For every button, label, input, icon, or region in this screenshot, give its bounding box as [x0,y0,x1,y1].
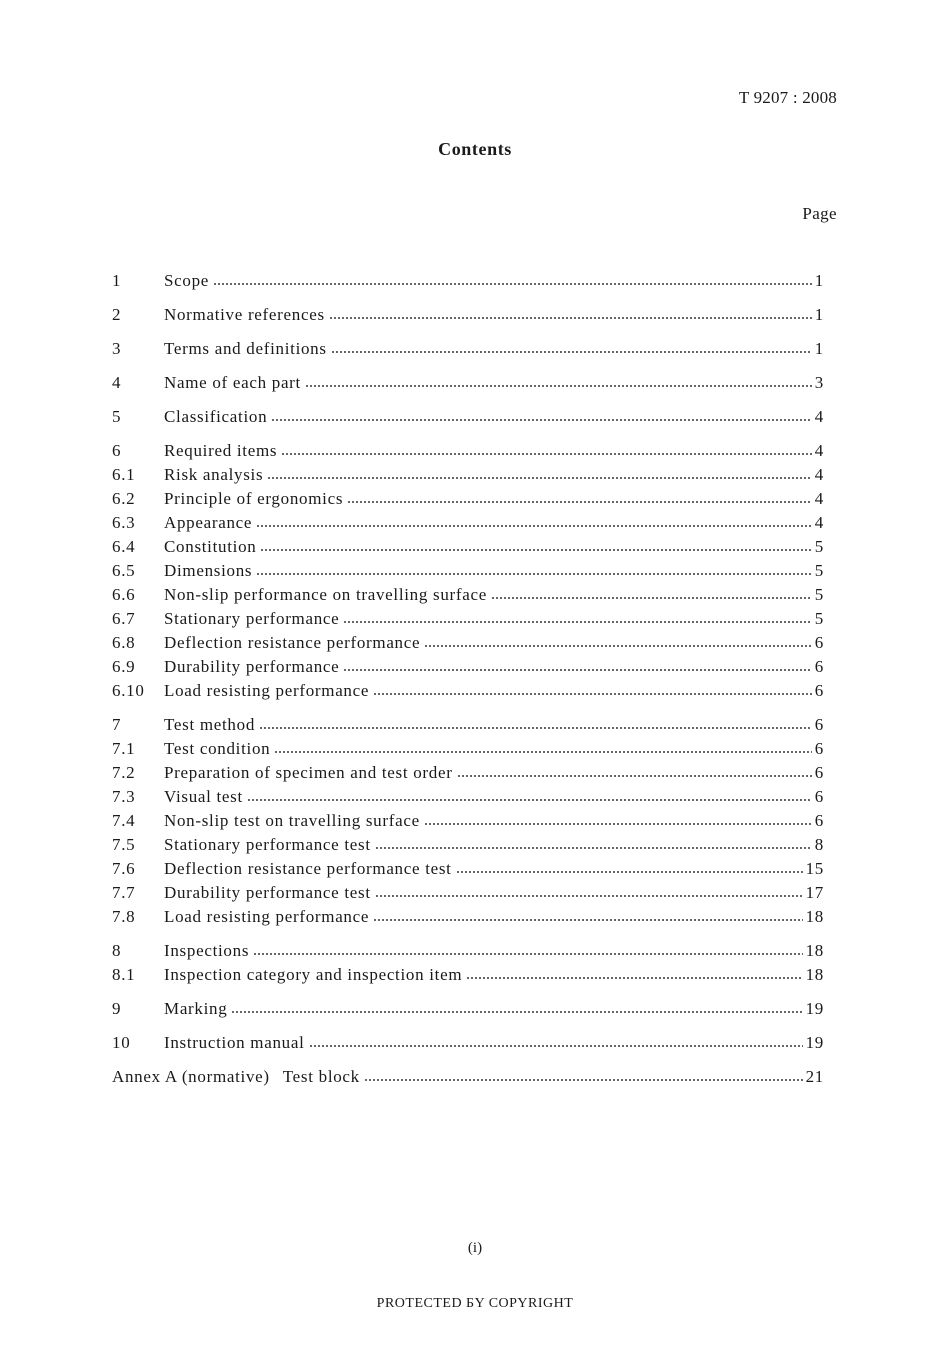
toc-entry[interactable] [112,831,824,855]
toc-entry-page: 4 [814,441,824,460]
dot-leader [231,1011,802,1013]
toc-entry[interactable] [112,369,824,393]
toc-entry[interactable] [112,879,824,903]
toc-entry-page: 3 [814,373,824,392]
toc-entry-page: 4 [814,465,824,484]
dot-leader [271,419,812,421]
toc-entry-title: Normative references [164,305,325,324]
toc-entry-title: Risk analysis [164,465,264,484]
toc-entry[interactable] [112,759,824,783]
toc-entry-number: 7.4 [112,811,136,830]
toc-entry-title: Preparation of specimen and test order [164,763,453,782]
dot-leader [456,871,803,873]
toc-entry-page: 1 [814,339,824,358]
dot-leader [375,895,803,897]
dot-leader [375,847,812,849]
toc-entry-number: 6.9 [112,657,136,676]
toc-entry-title: Deflection resistance performance [164,633,421,652]
toc-entry-page: 6 [814,681,824,700]
toc-entry-title: Test condition [164,739,271,758]
toc-entry-number: 7.6 [112,859,136,878]
toc-entry-title: Name of each part [164,373,301,392]
toc-entry-page: 5 [814,585,824,604]
dot-leader [331,351,812,353]
toc-entry-title: Scope [164,271,210,290]
dot-leader [267,477,812,479]
toc-entry-title: Stationary performance [164,609,340,628]
toc-entry-page: 6 [814,739,824,758]
dot-leader [424,823,812,825]
toc-entry-number: 4 [112,373,122,392]
dot-leader [309,1045,803,1047]
toc-entry-page: 6 [814,715,824,734]
toc-entry[interactable] [112,301,824,325]
toc-entry-number: 7.5 [112,835,136,854]
toc-entry-number: 6.10 [112,681,145,700]
toc-entry[interactable] [112,509,824,533]
toc-entry-page: 5 [814,561,824,580]
toc-entry-title: Load resisting performance [164,907,370,926]
toc-entry-title: Classification [164,407,268,426]
toc-entry-title: Principle of ergonomics [164,489,344,508]
toc-entry[interactable] [112,677,824,701]
toc-entry[interactable] [112,581,824,605]
contents-title: Contents [438,139,512,159]
table-of-contents [112,267,824,1087]
annex-label: Annex A (normative) [112,1067,270,1086]
dot-leader [305,385,812,387]
toc-entry-page: 6 [814,811,824,830]
toc-entry-title: Deflection resistance performance test [164,859,452,878]
toc-entry-page: 4 [814,407,824,426]
dot-leader [213,283,812,285]
toc-entry-page: 6 [814,633,824,652]
toc-entry[interactable] [112,711,824,735]
toc-entry-title: Stationary performance test [164,835,371,854]
dot-leader [274,751,811,753]
toc-entry[interactable] [112,605,824,629]
toc-entry-title: Durability performance test [164,883,371,902]
toc-entry[interactable] [112,1029,824,1053]
toc-entry-title: Dimensions [164,561,253,580]
toc-entry-number: 5 [112,407,122,426]
toc-entry-number: 7.1 [112,739,136,758]
toc-entry-title: Constitution [164,537,257,556]
dot-leader [491,597,812,599]
toc-entry-page: 1 [814,271,824,290]
toc-entry-title: Visual test [164,787,243,806]
dot-leader [343,621,811,623]
toc-entry-number: 7.2 [112,763,136,782]
toc-entry-page: 1 [814,305,824,324]
toc-entry-number: 6.6 [112,585,136,604]
toc-entry[interactable] [112,629,824,653]
toc-entry[interactable] [112,735,824,759]
page-number: (i) [467,1240,483,1256]
toc-entry-title: Terms and definitions [164,339,327,358]
dot-leader [259,727,812,729]
toc-entry-number: 6.5 [112,561,136,580]
toc-entry-number: 7.8 [112,907,136,926]
toc-entry-page: 6 [814,787,824,806]
toc-entry-page: 5 [814,537,824,556]
toc-entry[interactable] [112,335,824,359]
dot-leader [281,453,812,455]
toc-entry-title: Non-slip performance on travelling surface [164,585,488,604]
toc-entry-number: 7.3 [112,787,136,806]
toc-entry[interactable] [112,557,824,581]
dot-leader [256,525,812,527]
dot-leader [373,693,812,695]
toc-entry-title: Inspection category and inspection item [164,965,463,984]
toc-entry[interactable] [112,903,824,927]
dot-leader [373,919,802,921]
toc-entry[interactable] [112,437,824,461]
toc-entry-number: 2 [112,305,122,324]
toc-entry-page: 19 [805,1033,824,1052]
toc-entry-number: 9 [112,999,122,1018]
toc-entry-page: 5 [814,609,824,628]
toc-entry[interactable] [112,267,824,291]
toc-entry-title: Load resisting performance [164,681,370,700]
toc-entry-number: 3 [112,339,122,358]
toc-entry-page: 6 [814,763,824,782]
dot-leader [466,977,802,979]
toc-entry-title: Appearance [164,513,253,532]
toc-entry-number: 6.7 [112,609,136,628]
toc-entry-number: 1 [112,271,122,290]
toc-entry-title: Test method [164,715,256,734]
toc-entry-page: 15 [805,859,824,878]
dot-leader [347,501,812,503]
dot-leader [424,645,812,647]
toc-entry[interactable] [112,961,824,985]
dot-leader [329,317,812,319]
toc-entry-number: 8 [112,941,122,960]
toc-entry-number: 10 [112,1033,131,1052]
toc-annex-entry[interactable] [112,1063,824,1087]
annex-page: 21 [805,1067,824,1086]
toc-entry-title: Non-slip test on travelling surface [164,811,420,830]
copyright-notice: PROTECTED БY COPYRIGHT [376,1296,574,1311]
toc-entry-number: 6.4 [112,537,136,556]
toc-entry-number: 8.1 [112,965,136,984]
toc-entry[interactable] [112,533,824,557]
toc-entry-page: 17 [805,883,824,902]
toc-entry-page: 4 [814,489,824,508]
toc-entry-title: Instruction manual [164,1033,305,1052]
dot-leader [260,549,811,551]
toc-entry-page: 18 [805,941,824,960]
toc-entry-page: 6 [814,657,824,676]
dot-leader [364,1079,803,1081]
toc-entry[interactable] [112,783,824,807]
dot-leader [253,953,802,955]
toc-entry-page: 18 [805,965,824,984]
dot-leader [457,775,812,777]
toc-entry-number: 6.2 [112,489,136,508]
toc-entry-number: 7.7 [112,883,136,902]
toc-entry-page: 19 [805,999,824,1018]
toc-entry-number: 6.3 [112,513,136,532]
toc-entry-title: Inspections [164,941,250,960]
toc-entry[interactable] [112,653,824,677]
toc-entry-title: Marking [164,999,228,1018]
toc-entry[interactable] [112,403,824,427]
toc-entry[interactable] [112,807,824,831]
dot-leader [256,573,812,575]
toc-entry[interactable] [112,461,824,485]
dot-leader [247,799,812,801]
annex-title: Test block [282,1067,360,1086]
standard-id: T 9207 : 2008 [738,88,837,107]
toc-entry[interactable] [112,855,824,879]
toc-entry-page: 8 [814,835,824,854]
toc-entry-page: 4 [814,513,824,532]
toc-entry[interactable] [112,937,824,961]
toc-entry-title: Durability performance [164,657,340,676]
toc-entry[interactable] [112,485,824,509]
page-column-label: Page [802,204,837,223]
toc-entry-number: 6 [112,441,122,460]
toc-entry-page: 18 [805,907,824,926]
toc-entry-number: 6.1 [112,465,136,484]
toc-entry-title: Required items [164,441,278,460]
toc-entry-number: 6.8 [112,633,136,652]
dot-leader [343,669,811,671]
toc-entry[interactable] [112,995,824,1019]
toc-entry-number: 7 [112,715,122,734]
